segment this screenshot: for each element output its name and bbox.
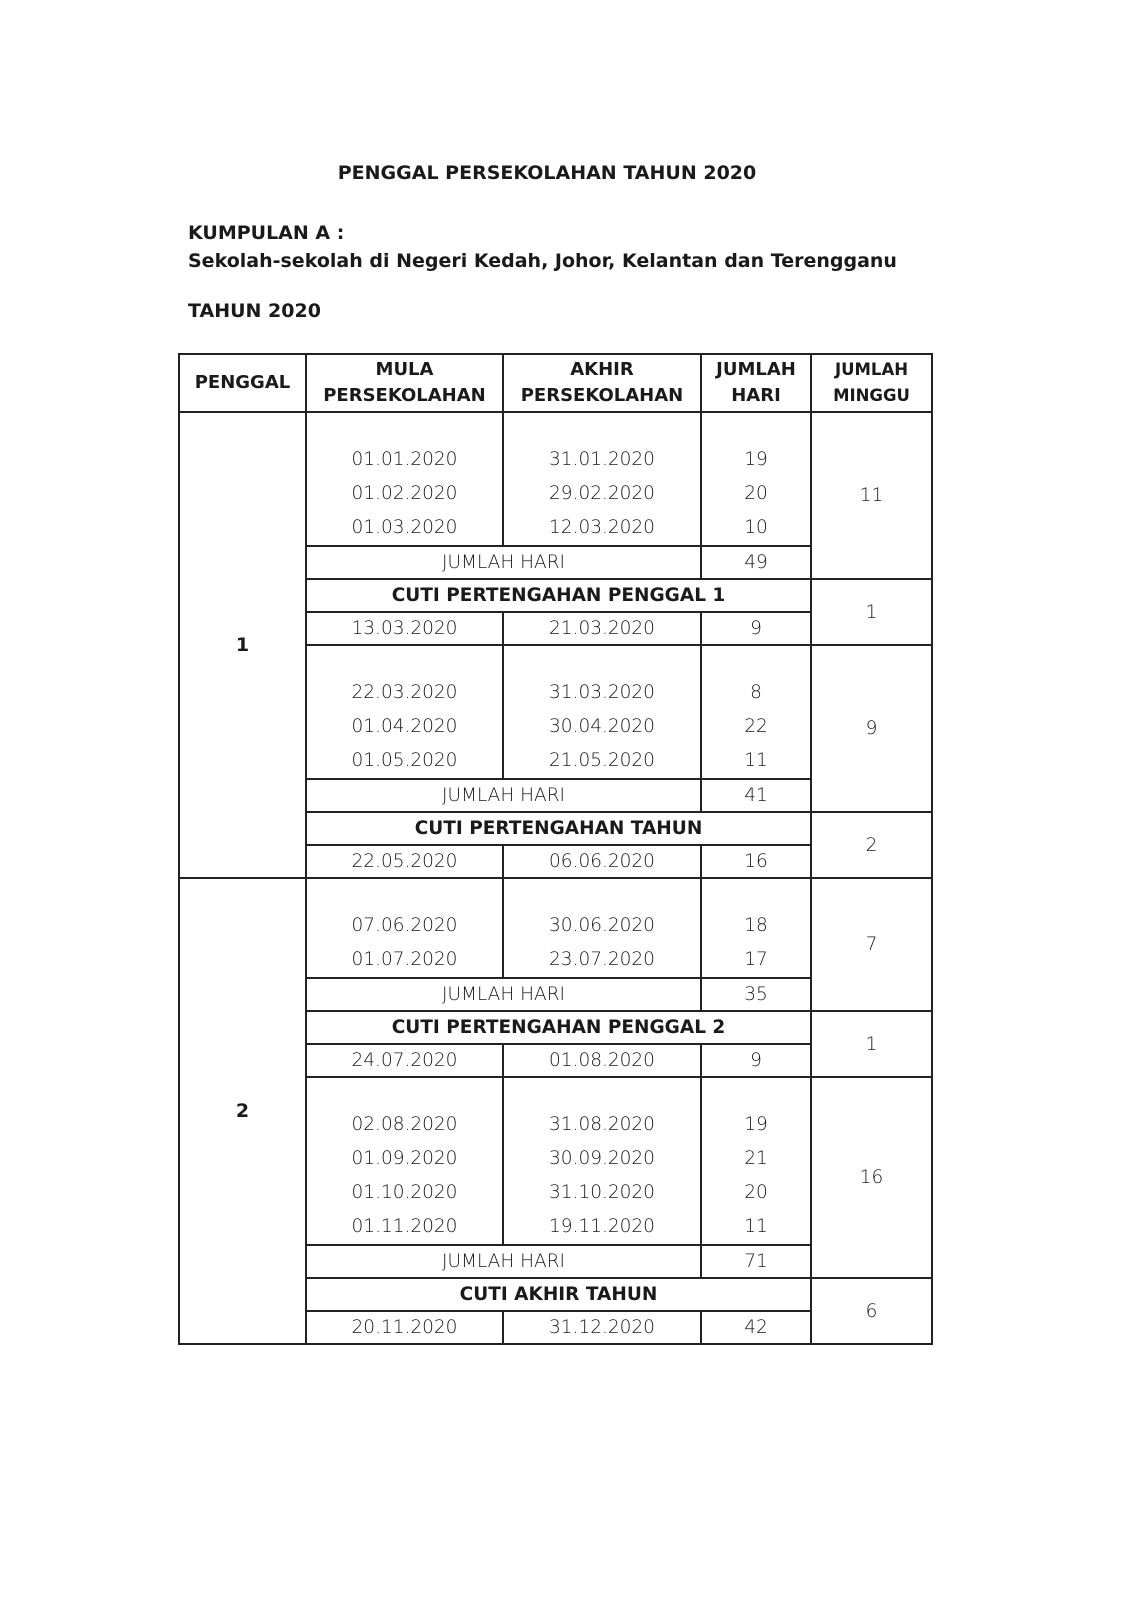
header-penggal: PENGGAL <box>179 354 306 412</box>
holiday-title: CUTI PERTENGAHAN TAHUN <box>306 812 811 845</box>
end-date-column-cell <box>503 412 701 546</box>
start-date-value: 01.04.2020 <box>351 716 458 737</box>
start-date-value: 02.08.2020 <box>351 1114 458 1135</box>
weeks-cell: 9 <box>811 645 932 812</box>
days-value: 22 <box>744 716 768 737</box>
holiday-end-date: 06.06.2020 <box>503 845 701 878</box>
end-date-column-cell <box>503 878 701 978</box>
header-akhir <box>503 354 701 412</box>
start-date-value: 01.05.2020 <box>351 750 458 771</box>
days-value: 21 <box>744 1148 768 1169</box>
days-value: 17 <box>744 949 768 970</box>
holiday-title: CUTI PERTENGAHAN PENGGAL 1 <box>306 579 811 612</box>
group-label: KUMPULAN A : <box>188 222 345 244</box>
total-days-label: JUMLAH HARI <box>306 546 701 579</box>
header-minggu-line1: JUMLAH <box>834 360 909 379</box>
end-date-value: 19.11.2020 <box>549 1216 655 1237</box>
penggal-cell: 2 <box>179 878 306 1344</box>
end-date-value: 30.06.2020 <box>549 915 655 936</box>
end-date-value: 31.01.2020 <box>549 449 655 470</box>
days-value: 10 <box>744 517 768 538</box>
weeks-cell: 1 <box>811 1011 932 1077</box>
end-date-value: 29.02.2020 <box>549 483 655 504</box>
weeks-cell: 1 <box>811 579 932 645</box>
days-column-cell <box>701 1077 811 1245</box>
days-value: 19 <box>744 449 768 470</box>
weeks-cell: 7 <box>811 878 932 1011</box>
start-date-value: 07.06.2020 <box>351 915 458 936</box>
end-date-value: 30.04.2020 <box>549 716 655 737</box>
end-date-value: 31.10.2020 <box>549 1182 655 1203</box>
holiday-end-date: 31.12.2020 <box>503 1311 701 1344</box>
holiday-title: CUTI AKHIR TAHUN <box>306 1278 811 1311</box>
start-date-column-cell <box>306 645 503 779</box>
document-title: PENGGAL PERSEKOLAHAN TAHUN 2020 <box>337 162 757 184</box>
school-term-table <box>178 353 933 1345</box>
total-days-value: 71 <box>701 1245 811 1278</box>
header-akhir-line1: AKHIR <box>570 359 634 380</box>
holiday-start-date: 13.03.2020 <box>306 612 503 645</box>
days-value: 11 <box>744 750 768 771</box>
holiday-days: 9 <box>701 1044 811 1077</box>
end-date-value: 21.05.2020 <box>549 750 655 771</box>
holiday-days: 42 <box>701 1311 811 1344</box>
start-date-value: 01.01.2020 <box>351 449 458 470</box>
end-date-value: 12.03.2020 <box>549 517 655 538</box>
header-mula-line1: MULA <box>375 359 434 380</box>
days-column-cell <box>701 878 811 978</box>
start-date-column-cell <box>306 412 503 546</box>
holiday-days: 9 <box>701 612 811 645</box>
end-date-value: 31.03.2020 <box>549 682 655 703</box>
weeks-cell: 11 <box>811 412 932 579</box>
start-date-value: 22.03.2020 <box>351 682 458 703</box>
days-value: 8 <box>750 682 762 703</box>
days-value: 18 <box>744 915 768 936</box>
group-description: Sekolah-sekolah di Negeri Kedah, Johor, Kelantan dan Terengganu <box>188 250 897 272</box>
header-minggu-line2: MINGGU <box>833 386 910 405</box>
header-hari <box>701 354 811 412</box>
holiday-end-date: 01.08.2020 <box>503 1044 701 1077</box>
start-date-column-cell <box>306 1077 503 1245</box>
header-hari-line1: JUMLAH <box>716 359 796 380</box>
holiday-title: CUTI PERTENGAHAN PENGGAL 2 <box>306 1011 811 1044</box>
days-value: 19 <box>744 1114 768 1135</box>
header-mula-line2: PERSEKOLAHAN <box>323 385 486 406</box>
start-date-value: 01.02.2020 <box>351 483 458 504</box>
total-days-label: JUMLAH HARI <box>306 779 701 812</box>
start-date-value: 01.09.2020 <box>351 1148 458 1169</box>
weeks-cell: 16 <box>811 1077 932 1278</box>
total-days-value: 41 <box>701 779 811 812</box>
start-date-value: 01.11.2020 <box>351 1216 458 1237</box>
holiday-end-date: 21.03.2020 <box>503 612 701 645</box>
days-column-cell <box>701 412 811 546</box>
header-row <box>179 354 932 412</box>
start-date-column-cell <box>306 878 503 978</box>
total-days-label: JUMLAH HARI <box>306 1245 701 1278</box>
holiday-start-date: 20.11.2020 <box>306 1311 503 1344</box>
total-days-label: JUMLAH HARI <box>306 978 701 1011</box>
start-date-value: 01.03.2020 <box>351 517 458 538</box>
year-label: TAHUN 2020 <box>188 300 321 322</box>
school-period-row <box>179 412 932 546</box>
holiday-start-date: 24.07.2020 <box>306 1044 503 1077</box>
header-mula <box>306 354 503 412</box>
penggal-cell: 1 <box>179 412 306 878</box>
days-value: 20 <box>744 1182 768 1203</box>
days-value: 11 <box>744 1216 768 1237</box>
header-hari-line2: HARI <box>731 385 781 406</box>
group-heading <box>188 219 897 275</box>
header-minggu <box>811 354 932 412</box>
header-akhir-line2: PERSEKOLAHAN <box>520 385 684 406</box>
end-date-value: 30.09.2020 <box>549 1148 655 1169</box>
days-column-cell <box>701 645 811 779</box>
holiday-days: 16 <box>701 845 811 878</box>
start-date-value: 01.07.2020 <box>351 949 458 970</box>
start-date-value: 01.10.2020 <box>351 1182 458 1203</box>
weeks-cell: 2 <box>811 812 932 878</box>
weeks-cell: 6 <box>811 1278 932 1344</box>
end-date-value: 23.07.2020 <box>549 949 655 970</box>
end-date-value: 31.08.2020 <box>549 1114 655 1135</box>
school-period-row <box>179 878 932 978</box>
end-date-column-cell <box>503 1077 701 1245</box>
total-days-value: 49 <box>701 546 811 579</box>
holiday-start-date: 22.05.2020 <box>306 845 503 878</box>
days-value: 20 <box>744 483 768 504</box>
total-days-value: 35 <box>701 978 811 1011</box>
end-date-column-cell <box>503 645 701 779</box>
